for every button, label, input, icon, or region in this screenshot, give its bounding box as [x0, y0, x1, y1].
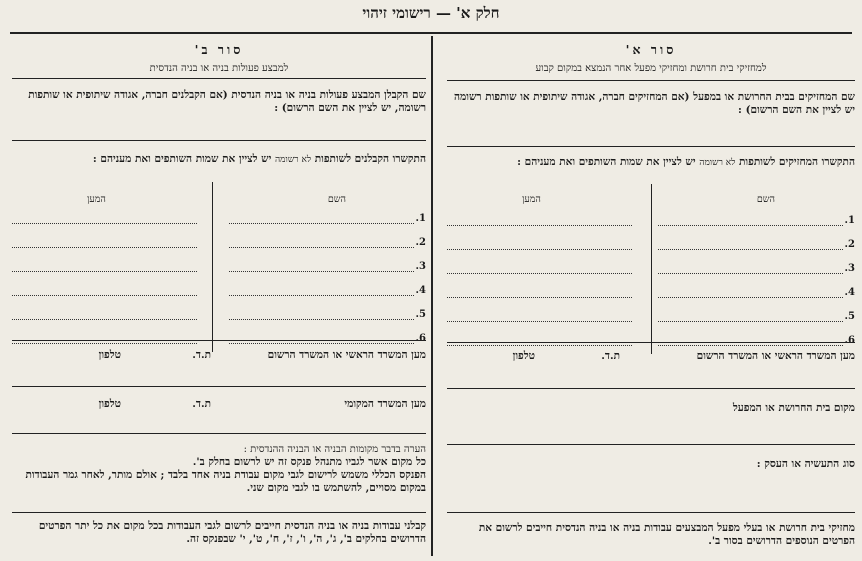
column-divider — [431, 36, 433, 556]
table-row[interactable]: 3. — [12, 257, 426, 281]
table-row[interactable]: 5. — [447, 307, 855, 331]
table-row[interactable]: 1. — [12, 209, 426, 233]
rule — [12, 140, 426, 141]
rule — [12, 433, 426, 434]
main-office-label: מען המשרד הראשי או המשרד הרשום — [696, 350, 855, 362]
po-box-label: ת.ד. — [192, 398, 211, 410]
col-address-header: המען — [87, 194, 106, 205]
col-address-header: המען — [522, 194, 541, 205]
table-row[interactable]: 1. — [447, 211, 855, 235]
name-line[interactable] — [658, 315, 843, 322]
address-line[interactable] — [447, 315, 632, 322]
partnership-label-end: יש לציין את שמות השותפים ואת מעניהם : — [92, 153, 272, 165]
rule — [447, 80, 855, 81]
partnership-label-end: יש לציין את שמות השותפים ואת מעניהם : — [517, 156, 696, 168]
partnership-field[interactable] — [447, 156, 855, 170]
rule — [447, 444, 855, 445]
col-name-header: השם — [327, 194, 346, 205]
phone-label: טלפון — [512, 350, 535, 362]
partners-table-header — [12, 194, 426, 208]
local-office-label: מען המשרד המקומי — [344, 398, 426, 410]
name-line[interactable] — [658, 267, 843, 274]
address-line[interactable] — [12, 289, 197, 296]
title-rule — [10, 32, 852, 34]
note-title: הערה בדבר מקומות הבניה או הבניה ההנדסית : — [243, 444, 426, 455]
address-line[interactable] — [12, 313, 197, 320]
col-name-header: השם — [756, 194, 775, 205]
partners-table — [12, 209, 426, 359]
address-line[interactable] — [447, 219, 632, 226]
name-line[interactable] — [658, 243, 843, 250]
rule — [447, 512, 855, 513]
address-line[interactable] — [447, 267, 632, 274]
phone-label: טלפון — [98, 398, 121, 410]
partnership-field[interactable] — [12, 153, 426, 167]
industry-type-field[interactable]: סוג התעשיה או העסק : — [756, 458, 855, 470]
address-line[interactable] — [12, 241, 197, 248]
address-line[interactable] — [447, 243, 632, 250]
table-row[interactable]: 4. — [12, 281, 426, 305]
page-title: חלק א' — רישומי זיהוי — [362, 4, 500, 22]
rule — [447, 146, 855, 147]
name-line[interactable] — [658, 291, 843, 298]
partnership-note: לא רשומה — [699, 158, 736, 168]
owner-name-field[interactable]: שם המחזיקים בבית החרושת או במפעל (אם המחזיקים חברה, אגודה שיתופית או שותפות רשומה יש לציין את השם הרשום) : — [454, 91, 855, 116]
table-row[interactable]: 5. — [12, 305, 426, 329]
address-line[interactable] — [447, 291, 632, 298]
partnership-label: התקשרו הקבלנים לשותפות — [314, 153, 426, 165]
address-line[interactable] — [12, 265, 197, 272]
table-row[interactable]: 6. — [12, 329, 426, 353]
section-b-footer: קבלני עבודות בניה או בניה הנדסית חייבים לרשום לגבי העבודות בכל מקום את כל יתר הפרטים הדרושים בחלקים ב', ג', ה', ו', ז', ח', ט', י' שבפנקס זה. — [38, 520, 426, 545]
name-line[interactable] — [229, 289, 414, 296]
partnership-note: לא רשומה — [275, 155, 312, 165]
name-line[interactable] — [229, 313, 414, 320]
phone-label: טלפון — [98, 349, 121, 361]
table-row[interactable]: 2. — [12, 233, 426, 257]
contractor-name-field[interactable]: שם הקבלן המבצע פעולות בניה או בניה הנדסית (אם הקבלנים חברה, אגודה שיתופית או שותפות רשומה, יש לציין את השם הרשום) : — [28, 89, 426, 114]
note-line-2: הפנקס הכללי משמש לרישום לגבי מקום עבודת בניה אחד בלבד ; אולם מותר, לאחר גמר העבודות במקום מסויים, להשתמש בו לגבי מקום שני. — [25, 469, 426, 494]
local-office-field[interactable] — [12, 398, 426, 414]
partners-table — [447, 211, 855, 361]
rule — [447, 388, 855, 389]
address-line[interactable] — [12, 217, 197, 224]
po-box-label: ת.ד. — [192, 349, 211, 361]
main-office-field[interactable] — [447, 350, 855, 366]
table-row[interactable]: 2. — [447, 235, 855, 259]
main-office-label: מען המשרד הראשי או המשרד הרשום — [267, 349, 426, 361]
section-b-subtitle: למבצע פעולות בניה או בניה הנדסית — [149, 63, 289, 74]
rule — [12, 512, 426, 513]
rule — [12, 78, 426, 79]
rule — [447, 342, 855, 343]
name-line[interactable] — [229, 217, 414, 224]
rule — [12, 340, 426, 341]
table-row[interactable]: 4. — [447, 283, 855, 307]
section-a-heading: סור א' — [625, 42, 677, 57]
name-line[interactable] — [658, 219, 843, 226]
factory-location-field[interactable]: מקום בית החרושת או המפעל — [732, 402, 855, 414]
table-row[interactable]: 3. — [447, 259, 855, 283]
partnership-label: התקשרו המחזיקים לשותפות — [739, 156, 855, 168]
name-line[interactable] — [229, 265, 414, 272]
rule — [12, 386, 426, 387]
section-a-footer: מחזיקי בית חרושת או בעלי מפעל המבצעים עבודות בניה או בניה הנדסית חייבים לרשום את הפרטים הנוספים הדרושים בסור ב'. — [478, 522, 855, 547]
name-line[interactable] — [229, 241, 414, 248]
po-box-label: ת.ד. — [601, 350, 620, 362]
section-a-subtitle: למחזיקי בית חרושת ומחזיקי מפעל אחר הנמצא במקום קבוע — [535, 63, 767, 74]
section-b-heading: סור ב' — [194, 42, 244, 57]
note-line-1: כל מקום אשר לגביו מתנהל פנקס זה יש לרשום בחלק ב'. — [192, 456, 426, 468]
table-row[interactable]: 6. — [447, 331, 855, 355]
main-office-field[interactable] — [12, 349, 426, 365]
